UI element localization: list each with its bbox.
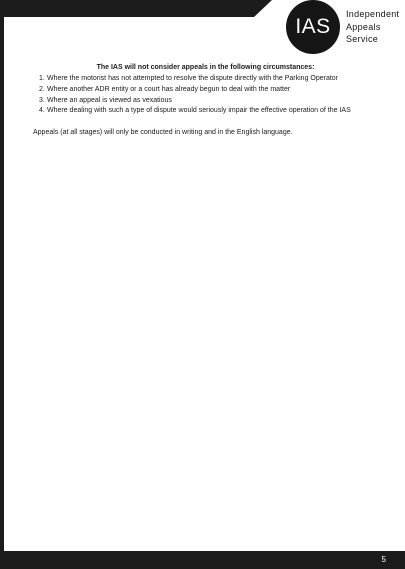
list-item-text: Where dealing with such a type of dispute would seriously impair the effective operation of the IAS [47, 107, 351, 115]
list-item-text: Where another ADR entity or a court has already begun to deal with the matter [47, 85, 291, 93]
page-footer [0, 551, 405, 569]
list-item-number: 1. [39, 75, 45, 82]
header-banner [4, 0, 405, 17]
list-item-number: 3. [39, 96, 45, 104]
list-item [4, 96, 405, 107]
closing-paragraph: Appeals (at all stages) will only be conducted in writing and in the English language. [33, 129, 293, 137]
ias-logo [286, 0, 340, 54]
list-item-text: Where the motorist has not attempted to resolve the dispute directly with the Parking Operator [47, 75, 339, 82]
list-item [4, 85, 405, 96]
org-name-line-1: Independent [346, 9, 400, 19]
list-item [4, 106, 405, 117]
document-content [4, 64, 405, 138]
list-item-number: 2. [39, 85, 45, 93]
organization-name [346, 8, 405, 46]
logo-text: IAS [295, 15, 331, 38]
document-page [4, 0, 405, 551]
circumstances-list [4, 74, 405, 117]
page-number: 5 [381, 555, 386, 564]
org-name-line-2: Appeals [346, 21, 381, 32]
section-heading: The IAS will not consider appeals in the following circumstances: [96, 64, 315, 71]
list-item-number: 4. [39, 107, 45, 115]
org-name-line-3: Service [346, 34, 379, 44]
list-item-text: Where an appeal is viewed as vexatious [47, 96, 172, 104]
list-item [4, 74, 405, 85]
